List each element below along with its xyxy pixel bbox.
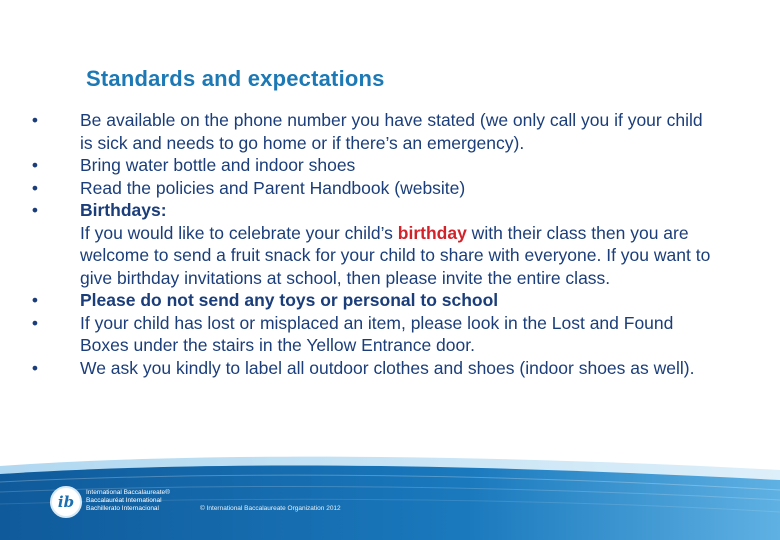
organization-name bbox=[86, 489, 170, 513]
slide-title: Standards and expectations bbox=[86, 66, 385, 91]
list-item bbox=[28, 199, 718, 289]
list-item bbox=[28, 357, 718, 380]
bullet-icon: • bbox=[31, 200, 39, 220]
bullet-text: If you would like to celebrate your child’s bbox=[80, 222, 398, 243]
copyright-notice: © International Baccalaureate Organization 2012 bbox=[200, 505, 341, 512]
bullet-list bbox=[28, 109, 718, 379]
bullet-text: If your child has lost or misplaced an item, please look in the Lost and Found Boxes under the stairs in the Yellow Entrance door. bbox=[80, 312, 674, 355]
birthdays-heading: Birthdays: bbox=[80, 200, 167, 220]
bullet-text: We ask you kindly to label all outdoor clothes and shoes (indoor shoes as well). bbox=[80, 357, 695, 378]
bullet-icon: • bbox=[31, 290, 39, 310]
bullet-icon: • bbox=[31, 312, 39, 333]
list-item bbox=[28, 109, 718, 154]
list-item bbox=[28, 154, 718, 177]
org-name-line: Bachillerato Internacional bbox=[86, 505, 159, 512]
bullet-text: Bring water bottle and indoor shoes bbox=[80, 155, 356, 175]
bullet-icon: • bbox=[31, 177, 39, 198]
bullet-icon: • bbox=[31, 357, 39, 378]
birthday-highlight: birthday bbox=[397, 222, 467, 243]
bullet-text: with their class then you are welcome to send a fruit snack for your child to share with everyone. If you want to give birthday invitations at school, then please invite the entire class. bbox=[80, 222, 711, 288]
bullet-text: Be available on the phone number you have stated (we only call you if your child is sick and needs to go home or if there’s an emergency). bbox=[80, 110, 703, 153]
bullet-icon: • bbox=[31, 155, 39, 175]
org-name-line: International Baccalaureate® bbox=[86, 489, 170, 496]
list-item bbox=[28, 177, 718, 200]
list-item bbox=[28, 312, 718, 357]
bullet-text: Please do not send any toys or personal to school bbox=[80, 290, 499, 310]
org-name-line: Baccalauréat International bbox=[86, 497, 162, 504]
ib-logo-icon: ib bbox=[50, 486, 82, 518]
bullet-icon: • bbox=[31, 110, 39, 130]
bullet-text: Read the policies and Parent Handbook (website) bbox=[80, 177, 466, 198]
list-item bbox=[28, 289, 718, 312]
